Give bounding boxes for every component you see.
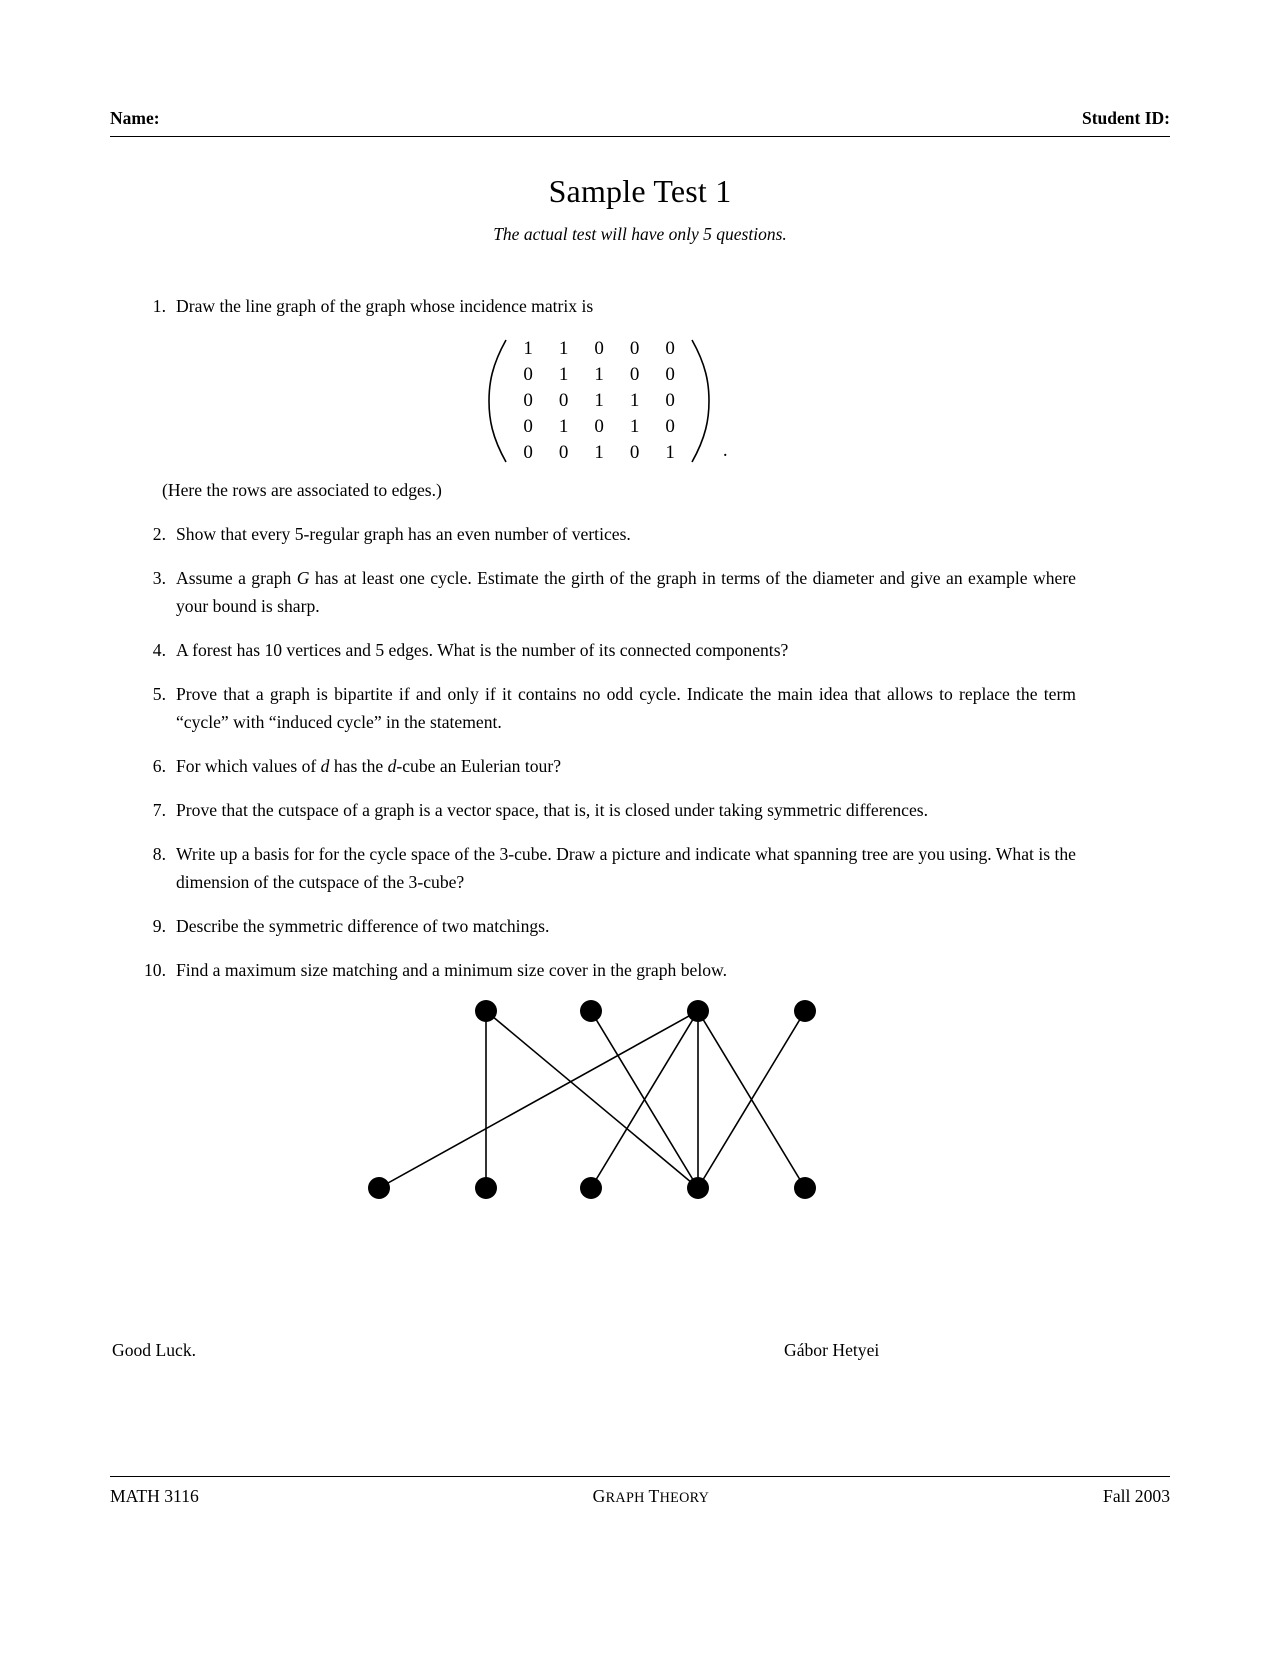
question-number: 1. [152, 296, 166, 316]
footer-divider [110, 1476, 1170, 1477]
matrix-cell: 0 [629, 442, 640, 463]
matrix-row [510, 362, 688, 388]
matrix-row [510, 440, 688, 466]
matrix-cell: 1 [594, 390, 604, 411]
question-text: Prove that a graph is bipartite if and only if it contains no odd cycle. Indicate the main idea that allows to replace the term “cycle” with “induced cycle” in the statement. [176, 684, 1076, 732]
question-item-8 [136, 840, 1076, 896]
question-text: Show that every 5-regular graph has an even number of vertices. [176, 524, 631, 544]
graph-svg [0, 980, 1280, 1220]
matrix-cell: 0 [594, 416, 604, 437]
matrix-cell: 0 [665, 338, 675, 359]
question-text: Describe the symmetric difference of two matchings. [176, 916, 550, 936]
question-text [176, 752, 1076, 780]
matrix-cell: 0 [523, 364, 533, 385]
matrix-inner [484, 336, 727, 466]
right-paren-icon [688, 337, 714, 465]
matrix-cell: 1 [629, 416, 640, 437]
footer-course-code: MATH 3116 [110, 1486, 199, 1506]
graph-vertex [687, 1177, 709, 1199]
graph-vertex [475, 1177, 497, 1199]
matrix-row [510, 336, 688, 362]
matrix-cell: 0 [665, 364, 675, 385]
math-variable-d: d [320, 756, 330, 776]
matrix-cell: 0 [665, 416, 675, 437]
matrix-period: . [722, 440, 728, 461]
graph-vertex [794, 1177, 816, 1199]
header-divider [110, 136, 1170, 137]
matrix-note: (Here the rows are associated to edges.) [162, 480, 442, 500]
bipartite-graph-figure [0, 980, 1280, 1220]
matrix-cell: 1 [558, 416, 569, 437]
matrix-cell: 1 [629, 390, 640, 411]
question-list [136, 292, 1076, 1000]
graph-vertex [580, 1000, 602, 1022]
question-text [176, 564, 1076, 620]
author-name: Gábor Hetyei [784, 1340, 880, 1360]
footer-title-heory: HEORY [659, 1490, 710, 1506]
matrix-cell: 0 [665, 390, 675, 411]
footer-course-title [593, 1486, 710, 1507]
question-item-5 [136, 680, 1076, 736]
graph-edge [379, 1011, 698, 1188]
question-number: 4. [152, 640, 166, 660]
good-luck-text: Good Luck. [112, 1340, 197, 1360]
matrix-cell: 0 [629, 364, 640, 385]
question-item-3 [136, 564, 1076, 620]
page-subtitle: The actual test will have only 5 questions. [493, 224, 787, 244]
question-item-6 [136, 752, 1076, 780]
matrix-row [510, 414, 688, 440]
question-text: Find a maximum size matching and a minimum size cover in the graph below. [176, 960, 727, 980]
question-item-2 [136, 520, 1076, 548]
question-item-4 [136, 636, 1076, 664]
left-paren-icon [484, 337, 510, 465]
question-number: 6. [152, 756, 166, 776]
question-item-1 [136, 292, 1076, 320]
matrix-cell: 1 [594, 364, 604, 385]
question-item-9 [136, 912, 1076, 940]
matrix-cell: 0 [523, 390, 533, 411]
page-title: Sample Test 1 [548, 173, 732, 209]
matrix-cell: 0 [523, 442, 533, 463]
matrix-cell: 1 [594, 442, 604, 463]
footer-term: Fall 2003 [1103, 1486, 1170, 1506]
question-text-post: has at least one cycle. Estimate the girth of the graph in terms of the diameter and give an example where your bound is sharp. [176, 568, 1076, 616]
name-label: Name: [110, 108, 160, 128]
math-variable-g: G [296, 568, 310, 588]
matrix-body [510, 336, 688, 466]
matrix-cell: 1 [665, 442, 675, 463]
page-footer [110, 1486, 1170, 1507]
matrix-cell: 1 [523, 338, 533, 359]
question-number: 7. [152, 800, 166, 820]
question-number: 9. [152, 916, 166, 936]
matrix-cell: 0 [523, 416, 533, 437]
question-text: A forest has 10 vertices and 5 edges. What is the number of its connected components? [176, 640, 789, 660]
question-text-mid: has the [329, 756, 388, 776]
exam-header [110, 108, 1170, 129]
question-text: Write up a basis for for the cycle space of the 3-cube. Draw a picture and indicate what spanning tree are you using. What is the dimension of the cutspace of the 3-cube? [176, 844, 1076, 892]
matrix-cell: 0 [629, 338, 640, 359]
footer-title-t: T [648, 1486, 660, 1506]
question-number: 10. [144, 960, 166, 980]
math-variable-d-2: d [387, 756, 397, 776]
question-text-pre: For which values of [176, 756, 321, 776]
matrix-cell: 0 [558, 390, 569, 411]
graph-vertex [475, 1000, 497, 1022]
graph-edge [486, 1011, 698, 1188]
question-number: 3. [152, 568, 166, 588]
question-item-7 [136, 796, 1076, 824]
graph-vertex [580, 1177, 602, 1199]
footer-title-g: G [592, 1486, 606, 1506]
graph-vertex [368, 1177, 390, 1199]
question-number: 5. [152, 684, 166, 704]
question-text: Prove that the cutspace of a graph is a vector space, that is, it is closed under taking symmetric differences. [176, 800, 929, 820]
graph-vertex [794, 1000, 816, 1022]
matrix-cell: 0 [594, 338, 604, 359]
question-text-post: -cube an Eulerian tour? [396, 756, 562, 776]
question-text-pre: Assume a graph [176, 568, 297, 588]
student-id-label: Student ID: [1081, 108, 1170, 128]
matrix-table [510, 336, 688, 466]
matrix-cell: 0 [558, 442, 569, 463]
graph-vertex [687, 1000, 709, 1022]
question-text: Draw the line graph of the graph whose incidence matrix is [176, 296, 594, 316]
incidence-matrix [136, 336, 1076, 466]
question-number: 8. [152, 844, 166, 864]
matrix-cell: 1 [558, 338, 569, 359]
matrix-row [510, 388, 688, 414]
footer-title-raph: RAPH [605, 1490, 649, 1506]
matrix-cell: 1 [558, 364, 569, 385]
question-number: 2. [152, 524, 166, 544]
